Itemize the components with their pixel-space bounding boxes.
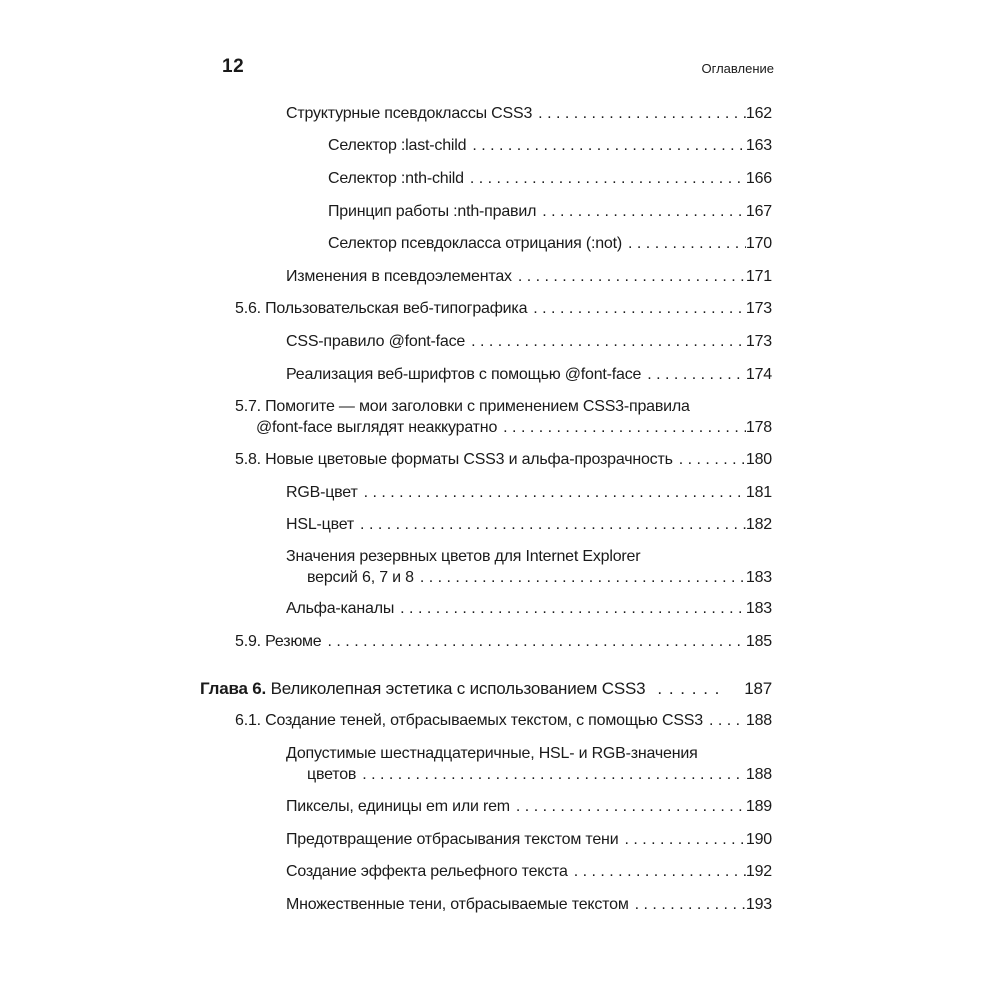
toc-entry-text: HSL-цвет (286, 516, 355, 533)
toc-entry-text: 5.9. Резюме (235, 633, 322, 650)
leader-dots (358, 483, 746, 503)
toc-page-number: 187 (744, 679, 772, 698)
toc-page-number: 173 (745, 333, 772, 350)
toc-page-number: 188 (745, 712, 772, 729)
leader-dots (673, 450, 746, 470)
toc-entry-text: Создание эффекта рельефного текста (286, 863, 568, 880)
toc-page-number: 173 (745, 300, 772, 317)
toc-entry-text: 6.1. Создание теней, отбрасываемых текстом, с помощью CSS3 (235, 712, 703, 729)
leader-dots (622, 234, 746, 254)
toc-entry-nth-rules (328, 202, 772, 222)
toc-page-number: 174 (745, 366, 772, 383)
toc-entry-text-continued: версий 6, 7 и 8 (307, 569, 414, 586)
leader-dots (465, 332, 746, 352)
toc-entry-text: Предотвращение отбрасывания текстом тени (286, 831, 619, 848)
toc-entry-text: Селектор :last-child (328, 137, 467, 154)
toc-page-number: 182 (745, 516, 772, 533)
toc-entry-chapter-6 (200, 679, 772, 699)
toc-page-number: 180 (745, 451, 772, 468)
toc-entry-5-9 (235, 632, 772, 652)
toc-entry-pixels-em-rem (286, 797, 772, 817)
toc-entry-text: Реализация веб-шрифтов с помощью @font-face (286, 366, 642, 383)
toc-page-number: 167 (745, 203, 772, 220)
chapter-label: Глава 6. (200, 679, 267, 698)
running-head: Оглавление (701, 61, 774, 76)
toc-entry-rgb (286, 483, 772, 503)
toc-page-number: 189 (745, 798, 772, 815)
toc-page-number: 170 (745, 235, 772, 252)
leader-dots (568, 862, 746, 882)
toc-entry-5-7 (235, 397, 772, 438)
toc-entry-web-fonts (286, 365, 772, 385)
toc-page-number: 192 (745, 863, 772, 880)
toc-entry-text: Селектор :nth-child (328, 170, 464, 187)
toc-entry-font-face-rule (286, 332, 772, 352)
toc-entry-text: Пикселы, единицы em или rem (286, 798, 510, 815)
toc-entry-text-continued: цветов (307, 766, 357, 783)
toc-entry-text: Селектор псевдокласса отрицания (:not) (328, 235, 623, 252)
toc-entry-text: 5.8. Новые цветовые форматы CSS3 и альфа-прозрачность (235, 451, 673, 468)
leader-dots (464, 169, 746, 189)
toc-entry-6-1 (235, 711, 772, 731)
toc-entry-embossed-text (286, 862, 772, 882)
toc-page-number: 162 (745, 105, 772, 122)
page-number: 12 (222, 56, 245, 77)
toc-page-number: 193 (745, 896, 772, 913)
leader-dots (466, 136, 746, 156)
toc-page-number: 171 (745, 268, 772, 285)
toc-entry-text: Принцип работы :nth-правил (328, 203, 537, 220)
toc-entry-alpha (286, 599, 772, 619)
leader-dots (629, 895, 746, 915)
toc-page-number: 190 (745, 831, 772, 848)
toc-page-number: 183 (745, 569, 772, 586)
toc-entry-text: 5.7. Помогите — мои заголовки с применением CSS3-правила (235, 398, 690, 415)
leader-dots (703, 711, 746, 731)
toc-entry-multiple-shadows (286, 895, 772, 915)
toc-entry-text: CSS-правило @font-face (286, 333, 466, 350)
toc-entry-text: Значения резервных цветов для Internet Explorer (286, 548, 641, 565)
toc-page-number: 188 (745, 766, 772, 783)
toc-entry-structural-pseudoclasses (286, 104, 772, 124)
toc-entry-not-selector (328, 234, 772, 254)
toc-entry-text: 5.6. Пользовательская веб-типографика (235, 300, 528, 317)
leader-dots (394, 599, 746, 619)
toc-page-number: 166 (745, 170, 772, 187)
toc-entry-text: Изменения в псевдоэлементах (286, 268, 512, 285)
toc-entry-pseudoelements (286, 267, 772, 287)
toc-entry-prevent-shadow (286, 830, 772, 850)
toc-page-number: 185 (745, 633, 772, 650)
leader-dots (645, 679, 744, 699)
leader-dots (512, 267, 746, 287)
toc-entry-text-continued: @font-face выглядят неаккуратно (256, 419, 498, 436)
toc-page-number: 163 (745, 137, 772, 154)
toc-entry-5-8 (235, 450, 772, 470)
toc-entry-hsl (286, 515, 772, 535)
toc-entry-last-child (328, 136, 772, 156)
leader-dots (618, 830, 745, 850)
toc-page-number: 178 (745, 419, 772, 436)
toc-entry-text: Структурные псевдоклассы CSS3 (286, 105, 533, 122)
leader-dots (497, 418, 746, 438)
leader-dots (536, 202, 746, 222)
toc-entry-text: Великолепная эстетика с использованием CSS3 (270, 679, 646, 698)
toc-entry-text: Альфа-каналы (286, 600, 395, 617)
toc-page-number: 181 (745, 484, 772, 501)
toc-entry-ie-fallback (286, 547, 772, 588)
leader-dots (414, 568, 746, 588)
leader-dots (510, 797, 746, 817)
leader-dots (532, 104, 746, 124)
toc-entry-5-6 (235, 299, 772, 319)
toc-entry-text: Множественные тени, отбрасываемые текстом (286, 896, 629, 913)
leader-dots (356, 765, 746, 785)
toc-entry-text: Допустимые шестнадцатеричные, HSL- и RGB-значения (286, 745, 698, 762)
toc-entry-text: RGB-цвет (286, 484, 358, 501)
leader-dots (641, 365, 746, 385)
leader-dots (354, 515, 746, 535)
toc-entry-valid-color-values (286, 744, 772, 785)
leader-dots (527, 299, 746, 319)
toc-page-number: 183 (745, 600, 772, 617)
toc-entry-nth-child (328, 169, 772, 189)
leader-dots (322, 632, 746, 652)
